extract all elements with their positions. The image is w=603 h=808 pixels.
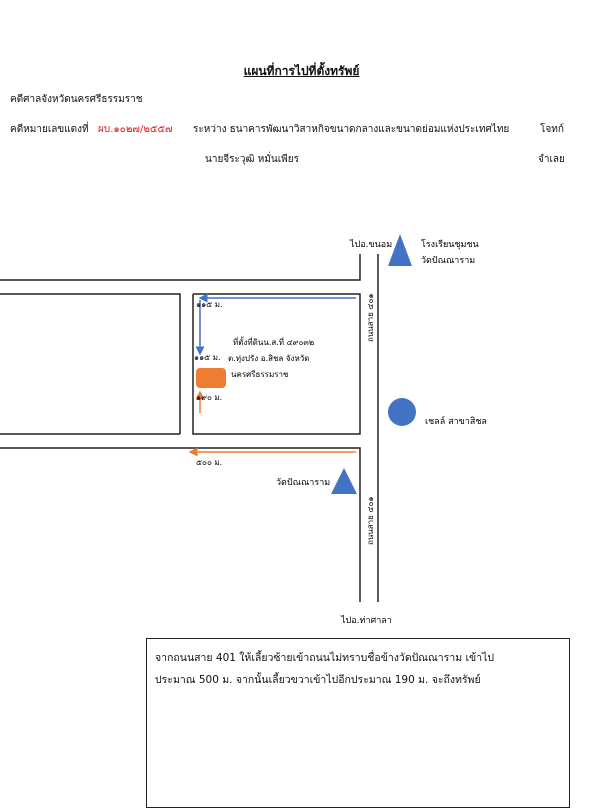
road-top-label: ไปอ.ขนอม: [350, 240, 393, 250]
temple-label: วัดปัณณาราม: [276, 478, 331, 488]
defendant-label: จำเลย: [538, 154, 565, 165]
distance-190: ๑๙๐ ม.: [196, 393, 223, 402]
distance-mid: ๑๑๕ ม.: [194, 353, 221, 362]
temple-marker: [331, 468, 357, 494]
road-name-lower: ถนนสาย ๔๐๑: [366, 496, 375, 545]
map-title: แผนที่การไปที่ตั้งทรัพย์: [243, 64, 360, 78]
directions-line-2: ประมาณ 500 ม. จากนั้นเลี้ยวขวาเข้าไปอีกประมาณ 190 ม. จะถึงทรัพย์: [155, 674, 481, 686]
land-label-1: ที่ตั้งที่ดินน.ส.ที่ ๔๙๐๓๒: [233, 338, 315, 347]
road-bottom-label: ไปอ.ท่าศาลา: [341, 616, 392, 626]
defendant-name: นายจีระวุฒิ หมั่นเพียร: [205, 154, 299, 165]
shell-marker: [388, 398, 416, 426]
road-upper-edge: [0, 254, 360, 280]
case-between: ระหว่าง ธนาคารพัฒนาวิสาหกิจขนาดกลางและขนาดย่อมแห่งประเทศไทย: [193, 124, 510, 135]
land-label-3: นครศรีธรรมราช: [231, 370, 289, 379]
distance-top: ๑๑๕ ม.: [196, 300, 223, 309]
shell-label: เชลล์ สาขาสิชล: [425, 417, 487, 427]
directions-box: [146, 638, 570, 808]
plaintiff-label: โจทก์: [540, 124, 564, 135]
distance-500: ๕๐๐ ม.: [196, 458, 223, 467]
school-label-1: โรงเรียนชุมชน: [421, 240, 479, 250]
school-marker: [388, 234, 412, 266]
court-name: คดีศาลจังหวัดนครศรีธรรมราช: [10, 94, 143, 105]
land-label-2: ต.ทุ่งปรัง อ.สิชล จังหวัด: [228, 354, 310, 363]
property-marker: [196, 368, 226, 388]
land-block: [193, 294, 360, 434]
school-label-2: วัดปัณณาราม: [421, 256, 476, 266]
case-label: คดีหมายเลขแดงที่: [10, 124, 89, 135]
soi-lower-edge: [0, 448, 360, 602]
road-name-upper: ถนนสาย ๔๐๑: [366, 293, 375, 342]
case-number: ผบ.๑๐๒๗/๒๕๕๗: [98, 124, 173, 135]
road-side-top-edge: [0, 294, 180, 434]
directions-line-1: จากถนนสาย 401 ให้เลี้ยวซ้ายเข้าถนนไม่ทราบชื่อข้างวัดปัณณาราม เข้าไป: [155, 652, 495, 664]
